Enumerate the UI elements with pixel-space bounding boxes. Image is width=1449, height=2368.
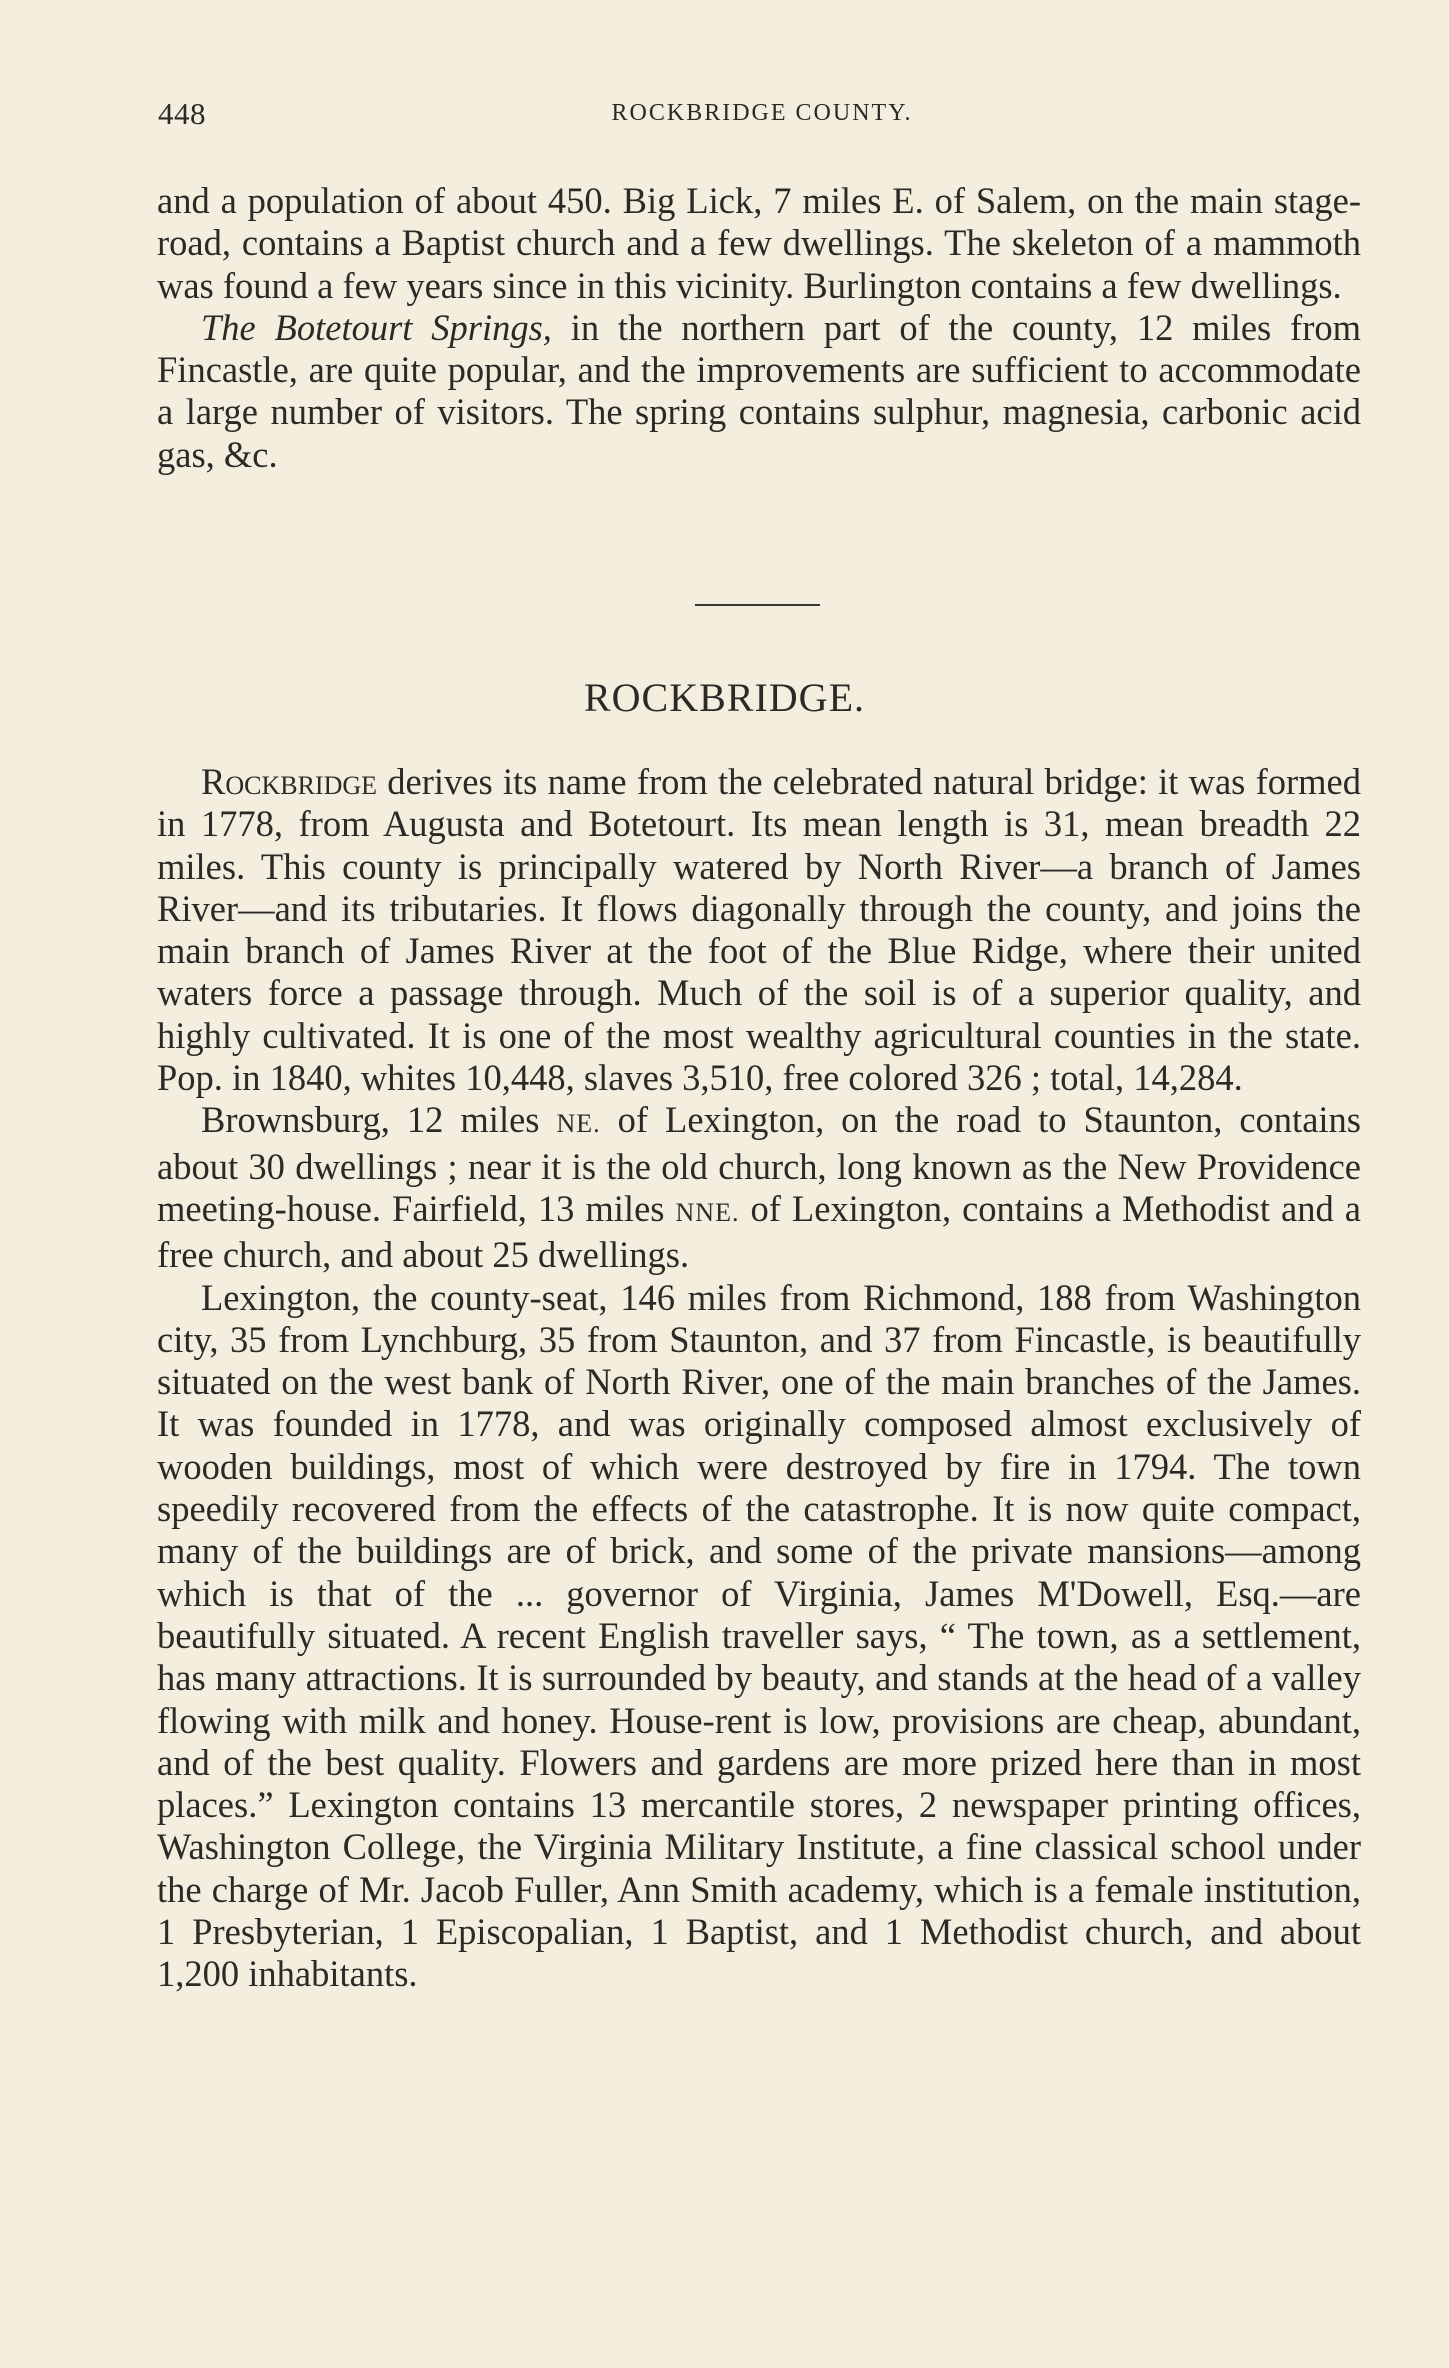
section-divider [695, 604, 820, 606]
paragraph-lexington: Lexington, the county-seat, 146 miles from Richmond, 188 from Washington city, 35 from Lynchburg, 35 from Staunton, and 37 from Fincastle, is beautifully situated on the west bank of North River, one of the main branches of the James. It was founded in 1778, and was originally composed almost exclusively of wooden buildings, most of which were destroyed by fire in 1794. The town speedily recovered from the effects of the catastrophe. It is now quite compact, many of the buildings are of brick, and some of the private mansions—among which is that of the ... governor of Virginia, James M'Dowell, Esq.—are beautifully situated. A recent English traveller says, “ The town, as a settlement, has many attractions. It is surrounded by beauty, and stands at the head of a valley flowing with milk and honey. House-rent is low, provisions are cheap, abundant, and of the best quality. Flowers and gardens are more prized here than in most places.” Lexington contains 13 mercantile stores, 2 newspaper printing offices, Washington College, the Virginia Military Institute, a fine classical school under the charge of Mr. Jacob Fuller, Ann Smith academy, which is a female institution, 1 Presbyterian, 1 Episcopalian, 1 Baptist, and 1 Methodist church, and about 1,200 inhabitants. [157, 1276, 1361, 1995]
paragraph-big-lick: and a population of about 450. Big Lick, 7 miles E. of Salem, on the main stage-road, contains a Baptist church and a few dwellings. The skeleton of a mammoth was found a few years since in this vicinity. Burlington contains a few dwellings. [157, 180, 1361, 306]
page-header [158, 96, 1366, 136]
paragraph-rockbridge-intro [157, 761, 1361, 1099]
direction-ne: NE. [556, 1109, 601, 1139]
paragraph-botetourt-springs [157, 307, 1361, 476]
rockbridge-text-block [157, 761, 1361, 1996]
running-head: ROCKBRIDGE COUNTY. [611, 100, 913, 126]
brownsburg-text-a: Brownsburg, 12 miles [201, 1099, 557, 1141]
botetourt-springs-text: in the northern part of the county, 12 miles from Fincastle, are quite popular, and the improvements are sufficient to accommodate a large number of visitors. The spring contains sulphur, magnesia, carbonic acid gas, &c. [157, 306, 1361, 475]
direction-nne: NNE. [675, 1197, 740, 1227]
brownsburg-text-b: of Lexington, on the road to Staunton, contains about 30 dwellings ; near it is the old church, long known as the New Providence meeting-house. Fairfield, 13 miles [157, 1099, 1361, 1229]
page-number: 448 [158, 96, 206, 131]
brownsburg-text-c: of Lexington, contains a Methodist and a free church, and about 25 dwellings. [157, 1187, 1361, 1276]
section-heading: ROCKBRIDGE. [583, 675, 866, 720]
botetourt-springs-title: The Botetourt Springs, [201, 306, 552, 348]
rockbridge-intro-text: derives its name from the celebrated natural bridge: it was formed in 1778, from Augusta and Botetourt. Its mean length is 31, mean breadth 22 miles. This county is principally watered by North River—a branch of James River—and its tributaries. It flows diagonally through the county, and joins the main branch of James River at the foot of the Blue Ridge, where their united waters force a passage through. Much of the soil is of a superior quality, and highly cultivated. It is one of the most wealthy agricultural counties in the state. Pop. in 1840, whites 10,448, slaves 3,510, free colored 326 ; total, 14,284. [157, 761, 1361, 1099]
continuation-text-block [157, 180, 1361, 476]
paragraph-brownsburg [157, 1099, 1361, 1276]
rockbridge-lead-word: Rockbridge [201, 761, 378, 802]
